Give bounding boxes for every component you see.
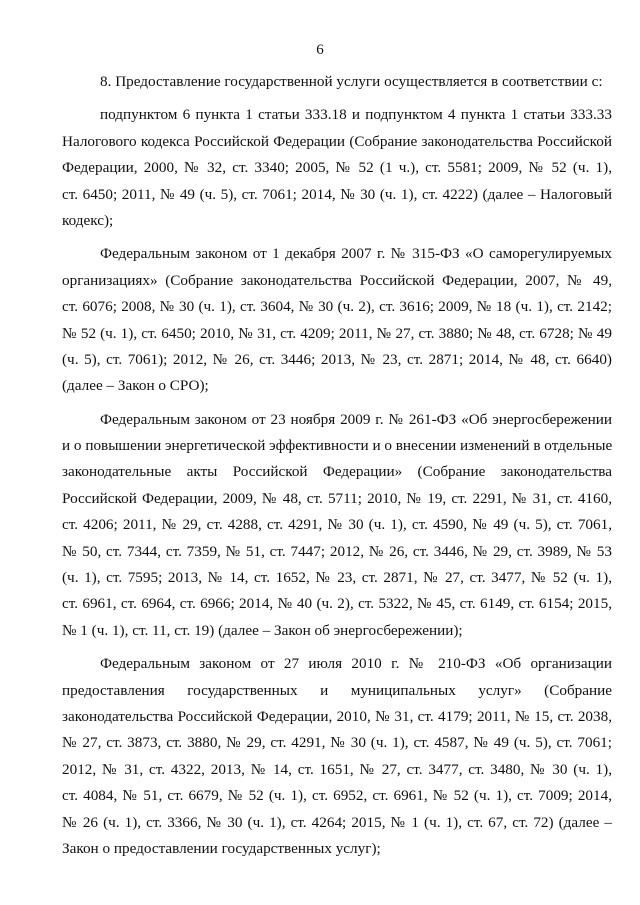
text-line: Федеральным законом от 1 декабря 2007 г. № 315-ФЗ «О саморегулируемых <box>100 245 612 263</box>
paragraph-gap <box>62 234 612 241</box>
text-line: № 27, ст. 3873, ст. 3880, № 29, ст. 4291, № 30 (ч. 1), ст. 4587, № 49 (ч. 5), ст. 7061; <box>62 734 612 752</box>
text-line: ст. 6450; 2011, № 49 (ч. 5), ст. 7061; 2014, № 30 (ч. 1), ст. 4222) (далее – Налоговый <box>62 185 612 203</box>
text-line: № 1 (ч. 1), ст. 11, ст. 19) (далее – Закон об энергосбережении); <box>62 621 463 639</box>
paragraph <box>62 407 612 645</box>
text-line: ст. 4206; 2011, № 29, ст. 4288, ст. 4291, № 30 (ч. 1), ст. 4590, № 49 (ч. 5), ст. 7061, <box>62 516 612 534</box>
paragraph <box>62 102 612 234</box>
paragraph <box>62 651 612 862</box>
text-line: подпунктом 6 пункта 1 статьи 333.18 и подпунктом 4 пункта 1 статьи 333.33 <box>100 106 612 124</box>
text-line: законодательства Российской Федерации, 2010, № 31, ст. 4179; 2011, № 15, ст. 2038, <box>62 707 612 725</box>
text-line: (ч. 5), ст. 7061); 2012, № 26, ст. 3446; 2013, № 23, ст. 2871; 2014, № 48, ст. 6640) <box>62 350 612 368</box>
text-line: Федерации, 2000, № 32, ст. 3340; 2005, № 52 (1 ч.), ст. 5581; 2009, № 52 (ч. 1), <box>62 159 612 177</box>
text-line: Налогового кодекса Российской Федерации (Собрание законодательства Российской <box>62 132 612 150</box>
text-line: законодательные акты Российской Федерации» (Собрание законодательства <box>62 463 612 481</box>
paragraph <box>62 69 612 95</box>
text-line: и о повышении энергетической эффективности и о внесении изменений в отдельные <box>62 437 613 455</box>
text-line: Федеральным законом от 23 ноября 2009 г. № 261-ФЗ «Об энергосбережении <box>100 410 612 428</box>
text-line: ст. 6076; 2008, № 30 (ч. 1), ст. 3604, № 30 (ч. 2), ст. 3616; 2009, № 18 (ч. 1), ст. 2142; <box>62 298 612 316</box>
paragraph-gap <box>62 644 612 651</box>
text-line: предоставления государственных и муниципальных услуг» (Собрание <box>62 681 612 699</box>
paragraph-gap <box>62 95 612 102</box>
text-line: (далее – Закон о СРО); <box>62 377 209 395</box>
paragraph-gap <box>62 400 612 407</box>
text-line: ст. 6961, ст. 6964, ст. 6966; 2014, № 40 (ч. 2), ст. 5322, № 45, ст. 6149, ст. 6154; 2015, <box>62 595 612 613</box>
document-body <box>62 69 612 862</box>
text-line: Российской Федерации, 2009, № 48, ст. 5711; 2010, № 19, ст. 2291, № 31, ст. 4160, <box>62 489 612 507</box>
text-line: № 26 (ч. 1), ст. 3366, № 30 (ч. 1), ст. 4264; 2015, № 1 (ч. 1), ст. 67, ст. 72) (далее – <box>62 813 612 831</box>
text-line: № 50, ст. 7344, ст. 7359, № 51, ст. 7447; 2012, № 26, ст. 3446, № 29, ст. 3989, № 53 <box>62 542 612 560</box>
text-line: (ч. 1), ст. 7595; 2013, № 14, ст. 1652, № 23, ст. 2871, № 27, ст. 3477, № 52 (ч. 1), <box>62 569 612 587</box>
text-line: ст. 4084, № 51, ст. 6679, № 52 (ч. 1), ст. 6952, ст. 6961, № 52 (ч. 1), ст. 7009; 2014, <box>62 787 612 805</box>
text-line: 2012, № 31, ст. 4322, 2013, № 14, ст. 1651, № 27, ст. 3477, ст. 3480, № 30 (ч. 1), <box>62 760 612 778</box>
page-number: 6 <box>316 42 324 58</box>
text-line: № 52 (ч. 1), ст. 6450; 2010, № 31, ст. 4209; 2011, № 27, ст. 3880; № 48, ст. 6728; № 49 <box>62 324 612 342</box>
text-line: кодекс); <box>62 211 114 229</box>
text-line: Федеральным законом от 27 июля 2010 г. № 210-ФЗ «Об организации <box>100 655 612 673</box>
text-line: организациях» (Собрание законодательства Российской Федерации, 2007, № 49, <box>62 271 612 289</box>
text-line: 8. Предоставление государственной услуги осуществляется в соответствии с: <box>100 73 603 90</box>
paragraph <box>62 241 612 399</box>
text-line: Закон о предоставлении государственных услуг); <box>62 839 381 857</box>
